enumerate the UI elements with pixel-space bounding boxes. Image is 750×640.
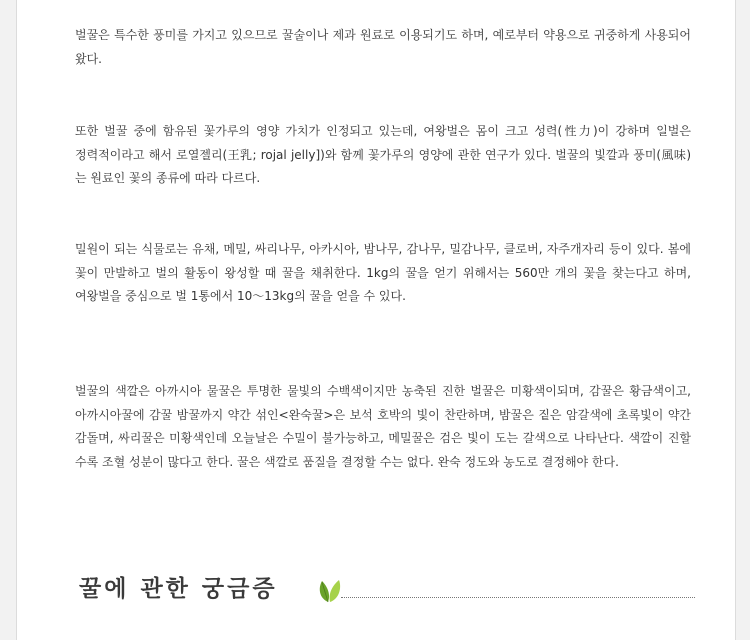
paragraph-honey-colors: 벌꿀의 색깔은 아까시아 물꿀은 투명한 물빛의 수백색이지만 농축된 진한 벌꿀은 미황색이되며, 감꿀은 황금색이고, 아까시아꿀에 감꿀 밤꿀까지 약간 섞인<완숙꿀>은 보석 호박의 빛이 찬란하며, 밤꿀은 짙은 암갈색에 초록빛이 약간 감돌며, 싸리꿀은 미황색인데 오늘날은 수밀이 불가능하고, 메밀꿀은 검은 빛이 도는 갈색으로 나타난다. 색깔이 진할 수록 조혈 성분이 많다고 한다. 꿀은 색깔로 품질을 결정할 수는 없다. 완숙 정도와 농도로 결정해야 한다. xyxy=(75,384,691,469)
paragraph-uses: 벌꿀은 특수한 풍미를 가지고 있으므로 꿀술이나 제과 원료로 이용되기도 하며, 예로부터 약용으로 귀중하게 사용되어 왔다. xyxy=(75,28,691,66)
section-title: 꿀에 관한 궁금증 xyxy=(79,576,278,602)
faq-section-header xyxy=(79,568,695,612)
document-page xyxy=(16,0,736,640)
paragraph-nectar-plants: 밀원이 되는 식물로는 유채, 메밀, 싸리나무, 아카시아, 밤나무, 감나무, 밀감나무, 클로버, 자주개자리 등이 있다. 봄에 꽃이 만발하고 벌의 활동이 왕성할 때 꿀을 채취한다. 1kg의 꿀을 얻기 위해서는 560만 개의 꽃을 찾는다고 하며, 여왕벌을 중심으로 벌 1통에서 10～13kg의 꿀을 얻을 수 있다. xyxy=(75,242,691,303)
leaf-icon xyxy=(315,576,345,604)
dotted-divider xyxy=(341,597,695,598)
paragraph-pollen-nutrition: 또한 벌꿀 중에 함유된 꽃가루의 영양 가치가 인정되고 있는데, 여왕벌은 몸이 크고 성력(性力)이 강하며 일벌은 정력적이라고 해서 로열젤리(王乳; rojal jelly])와 함께 꽃가루의 영양에 관한 연구가 있다. 벌꿀의 빛깔과 풍미(風味)는 원료인 꽃의 종류에 따라 다르다. xyxy=(75,124,691,185)
